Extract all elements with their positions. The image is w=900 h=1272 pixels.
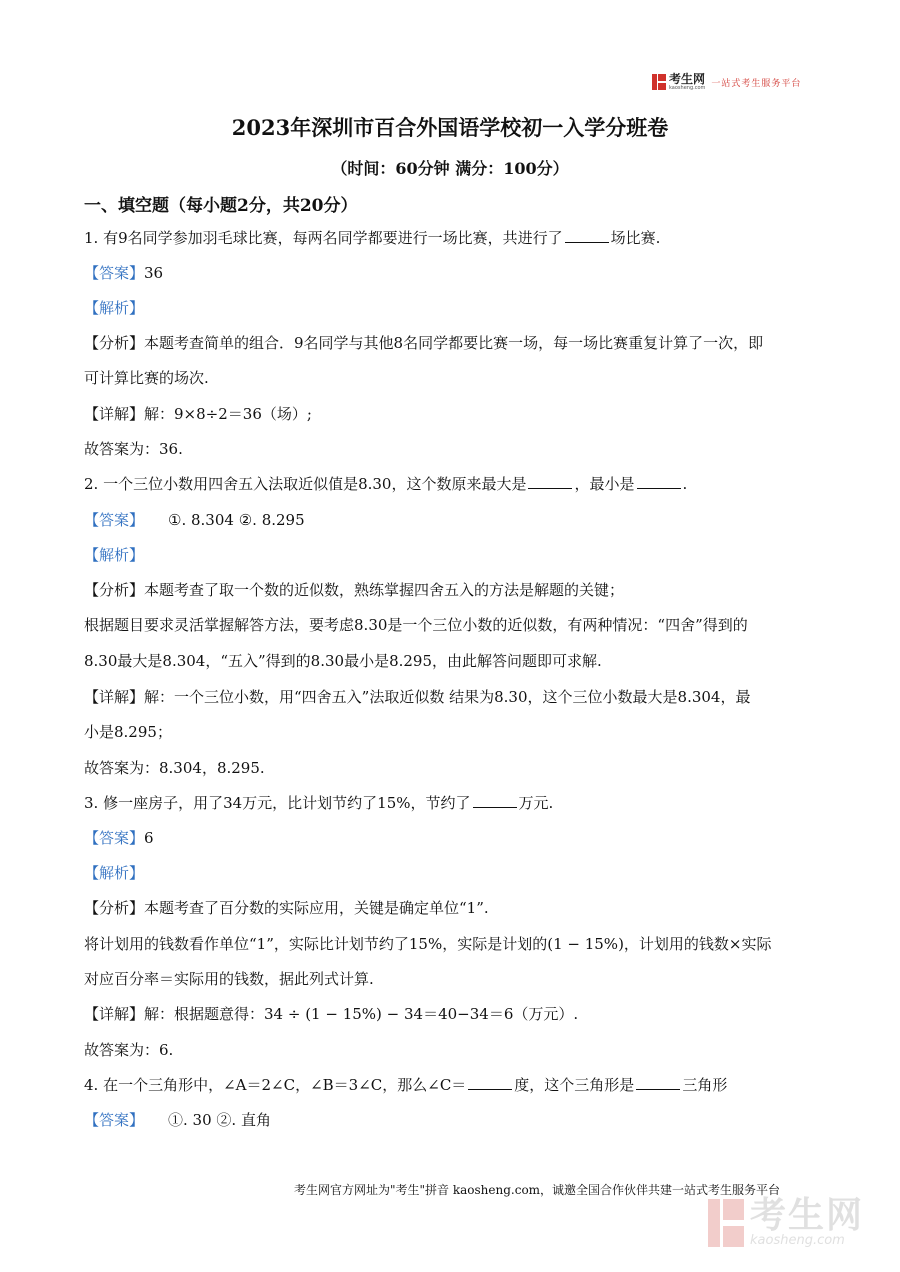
q2-xiangjie: 【详解】解：一个三位小数，用“四舍五入”法取近似数 结果为8.30，这个三位小数最大是8.304，最 bbox=[84, 688, 751, 706]
page-title: 2023年深圳市百合外国语学校初一入学分班卷 bbox=[231, 115, 669, 140]
q3-fenxi-cont: 将计划用的钱数看作单位“1”，实际比计划节约了15%，实际是计划的(1 − 15%)，计划用的钱数×实际 bbox=[84, 935, 772, 953]
q1-answer: 【答案】36 bbox=[84, 264, 164, 282]
q1-jiexi: 【解析】 bbox=[84, 299, 145, 317]
q2-fenxi-cont: 根据题目要求灵活掌握解答方法，要考虑8.30是一个三位小数的近似数，有两种情况：“四舍”得到的 bbox=[84, 616, 748, 634]
q2-xiangjie-cont: 小是8.295； bbox=[84, 723, 172, 741]
q3-xiangjie: 【详解】解：根据题意得：34 ÷ (1 − 15%) − 34＝40−34＝6（万元）. bbox=[84, 1005, 579, 1023]
logo-domain: kaosheng.com bbox=[669, 84, 706, 91]
question-3: 3. 修一座房子，用了34万元，比计划节约了15%，节约了 万元. bbox=[84, 794, 554, 812]
q1-final: 故答案为：36. bbox=[84, 440, 183, 458]
logo-slogan: 一站式考生服务平台 bbox=[711, 78, 802, 89]
q1-xiangjie: 【详解】解：9×8÷2＝36（场）; bbox=[84, 405, 312, 423]
answer-blank bbox=[468, 1075, 512, 1090]
q1-fenxi-cont: 可计算比赛的场次. bbox=[84, 369, 209, 387]
answer-blank bbox=[528, 474, 572, 489]
watermark-domain: kaosheng.com bbox=[750, 1233, 845, 1248]
question-2: 2. 一个三位小数用四舍五入法取近似值是8.30，这个数原来最大是 ，最小是 . bbox=[84, 475, 688, 493]
logo-brand: 考生网 kaosheng.com bbox=[669, 71, 706, 91]
q3-fenxi-cont2: 对应百分率＝实际用的钱数，据此列式计算. bbox=[84, 970, 374, 988]
q4-answer: 【答案】 ①. 30 ②. 直角 bbox=[84, 1111, 271, 1129]
question-1: 1. 有9名同学参加羽毛球比赛，每两名同学都要进行一场比赛，共进行了 场比赛. bbox=[84, 229, 661, 247]
watermark-logo-icon bbox=[708, 1199, 744, 1247]
watermark bbox=[708, 1195, 865, 1248]
answer-blank bbox=[637, 474, 681, 489]
header-logo bbox=[652, 72, 801, 92]
answer-blank bbox=[636, 1075, 680, 1090]
answer-blank bbox=[473, 793, 517, 808]
answer-blank bbox=[565, 228, 609, 243]
kaosheng-logo-icon bbox=[652, 74, 666, 90]
q2-final: 故答案为：8.304，8.295. bbox=[84, 759, 265, 777]
q3-fenxi: 【分析】本题考查了百分数的实际应用，关键是确定单位“1”. bbox=[84, 899, 489, 917]
q3-jiexi: 【解析】 bbox=[84, 864, 145, 882]
q2-jiexi: 【解析】 bbox=[84, 546, 145, 564]
q1-fenxi: 【分析】本题考查简单的组合．9名同学与其他8名同学都要比赛一场，每一场比赛重复计算了一次，即 bbox=[84, 334, 764, 352]
exam-info: （时间：60分钟 满分：100分） bbox=[331, 159, 569, 178]
q2-answer: 【答案】 ①. 8.304 ②. 8.295 bbox=[84, 511, 305, 529]
q2-fenxi: 【分析】本题考查了取一个数的近似数，熟练掌握四舍五入的方法是解题的关键； bbox=[84, 581, 625, 599]
q3-answer: 【答案】6 bbox=[84, 829, 154, 847]
watermark-brand: 考生网 bbox=[750, 1195, 865, 1236]
footer-note: 考生网官方网址为"考生"拼音 kaosheng.com，诚邀全国合作伙伴共建一站式考生服务平台 bbox=[294, 1183, 781, 1197]
q3-final: 故答案为：6. bbox=[84, 1041, 174, 1059]
question-4: 4. 在一个三角形中，∠A＝2∠C，∠B＝3∠C，那么∠C＝ 度，这个三角形是 三角形 bbox=[84, 1076, 728, 1094]
q2-fenxi-cont2: 8.30最大是8.304，“五入”得到的8.30最小是8.295，由此解答问题即可求解. bbox=[84, 652, 602, 670]
section-heading: 一、填空题（每小题2分，共20分） bbox=[84, 196, 358, 216]
